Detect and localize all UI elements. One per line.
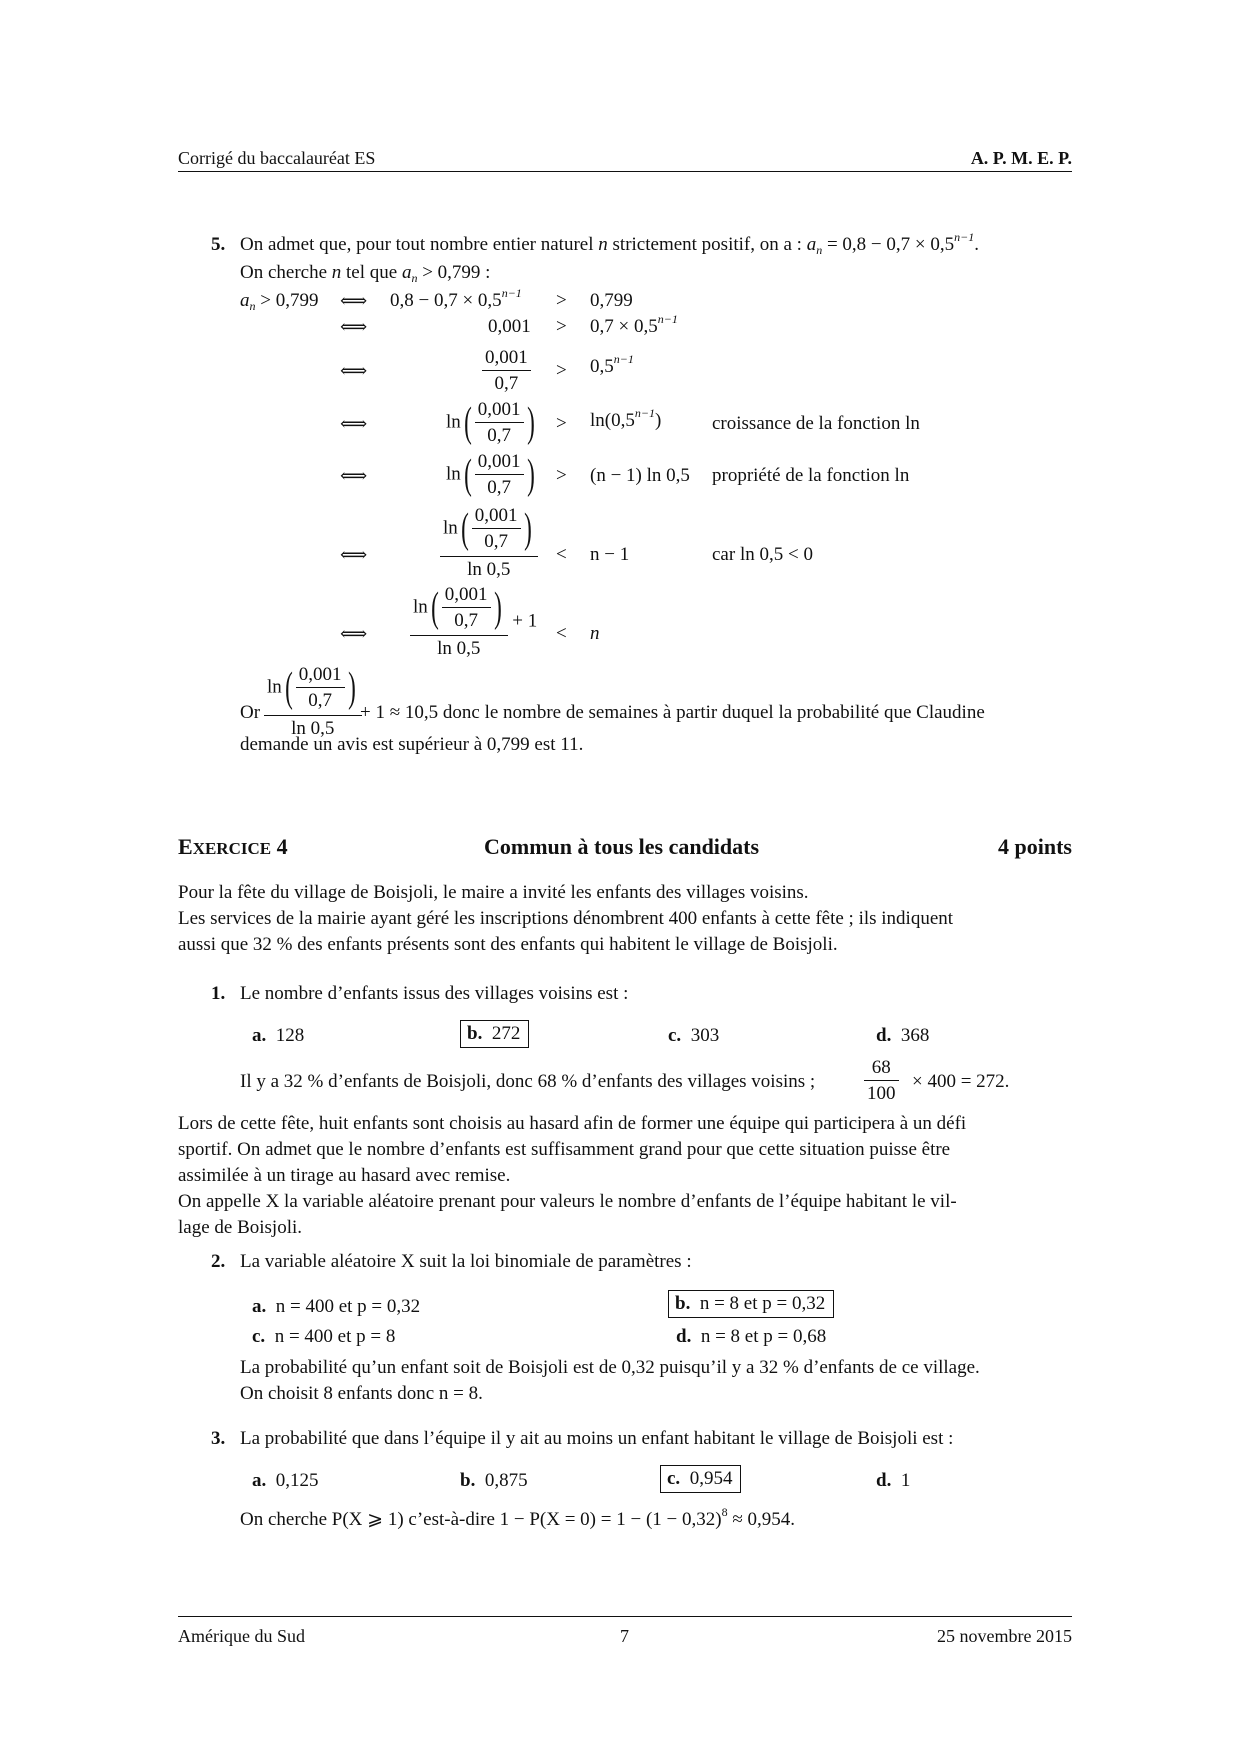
header-left: Corrigé du baccalauréat ES: [178, 148, 376, 168]
q2-number: 2.: [211, 1251, 226, 1272]
step7-left: ln( $\frac{0,001}{0,7}$ ) ln 0,5 + 1: [410, 582, 537, 661]
q1-option-c: c. 303: [668, 1025, 720, 1046]
q1-explanation-end: × 400 = 272.: [912, 1071, 1010, 1092]
q2-explanation-2: On choisit 8 enfants donc n = 8.: [240, 1383, 483, 1404]
q5-conclusion-or: Or: [240, 702, 261, 723]
q3-explanation: On cherche P(X ⩾ 1) c’est-à-dire $1 - P(X = 0) = 1 - (1 - 0,32)^8 \approx 0,954$.: [240, 1505, 795, 1530]
ex4-middle-5: lage de Boisjoli.: [178, 1217, 303, 1238]
ex4-middle-2: sportif. On admet que le nombre d’enfants est suffisamment grand pour que cette situation puisse être: [178, 1139, 951, 1160]
q1-option-a: a. 128: [252, 1025, 305, 1046]
q3-option-a: a. 0,125: [252, 1470, 319, 1491]
step2-gt: >: [556, 316, 567, 337]
ex4-middle-1: Lors de cette fête, huit enfants sont choisis au hasard afin de former une équipe qui participera à un défi: [178, 1113, 967, 1134]
ex4-intro-1: Pour la fête du village de Boisjoli, le maire a invité les enfants des villages voisins.: [178, 882, 809, 903]
footer-right: 25 novembre 2015: [937, 1626, 1072, 1646]
ex4-title: EXERCICE 4: [178, 834, 288, 859]
q5-intro: On admet que, pour tout nombre entier naturel n strictement positif, on a : $a_n = 0,8 - 0,7 \times 0,5^{n-1}$.: [240, 230, 979, 257]
step7-lt: <: [556, 623, 567, 644]
ex4-intro-3: aussi que 32 % des enfants présents sont des enfants qui habitent le village de Boisjoli.: [178, 934, 838, 955]
iff-2: ⟺: [340, 317, 368, 338]
step5-gt: >: [556, 465, 567, 486]
step4-comment: croissance de la fonction ln: [712, 413, 920, 434]
step7-right: n: [590, 623, 600, 644]
q2-option-c: c. n = 400 et p = 8: [252, 1326, 396, 1347]
step4-gt: >: [556, 413, 567, 434]
footer-left: Amérique du Sud: [178, 1626, 305, 1646]
step1-mid: $0,8 - 0,7 \times 0,5^{n-1}$: [390, 286, 522, 311]
step4-left: ln( $\frac{0,001}{0,7}$ ): [446, 399, 535, 446]
iff-5: ⟺: [340, 466, 368, 487]
q2-option-b: b. n = 8 et p = 0,32: [668, 1290, 834, 1318]
step4-right: $\ln(0,5^{n-1})$: [590, 406, 662, 431]
ex4-points: 4 points: [998, 834, 1072, 859]
q1-option-d: d. 368: [876, 1025, 930, 1046]
step6-lt: <: [556, 544, 567, 565]
iff-7: ⟺: [340, 624, 368, 645]
q2-option-d: d. n = 8 et p = 0,68: [676, 1326, 827, 1347]
header-right: A. P. M. E. P.: [970, 148, 1072, 168]
q1-text: Le nombre d’enfants issus des villages voisins est :: [240, 983, 629, 1004]
footer-rule: [178, 1616, 1072, 1617]
step3-right: $0,5^{n-1}$: [590, 352, 634, 377]
iff-4: ⟺: [340, 414, 368, 435]
q5-number: 5.: [211, 234, 226, 255]
footer-page-number: 7: [620, 1626, 629, 1646]
q1-option-b: b. 272: [460, 1020, 529, 1048]
step3-gt: >: [556, 360, 567, 381]
q5-line2: On cherche n tel que $a_n > 0,799$ :: [240, 262, 491, 285]
q5-conclusion-text2: demande un avis est supérieur à 0,799 est 11.: [240, 734, 584, 755]
q3-option-c: c. 0,954: [660, 1465, 741, 1493]
iff-3: ⟺: [340, 361, 368, 382]
step1-gt: >: [556, 290, 567, 311]
step3-fraction: $\frac{0,001}{0,7}$: [482, 345, 531, 396]
q5-conclusion-fraction: ln( $\frac{0,001}{0,7}$ ) ln 0,5: [264, 662, 362, 741]
ex4-middle-4: On appelle X la variable aléatoire prenant pour valeurs le nombre d’enfants de l’équipe habitant le vil-: [178, 1191, 957, 1212]
q3-text: La probabilité que dans l’équipe il y ait au moins un enfant habitant le village de Boisjoli est :: [240, 1428, 954, 1449]
step2-mid: 0,001: [488, 316, 531, 337]
iff-1: ⟺: [340, 291, 368, 312]
q3-option-b: b. 0,875: [460, 1470, 528, 1491]
step5-right: (n − 1) ln 0,5: [590, 465, 690, 486]
q2-option-a: a. n = 400 et p = 0,32: [252, 1296, 421, 1317]
step6-comment: car ln 0,5 < 0: [712, 544, 813, 565]
q5-conclusion-text: + 1 ≈ 10,5 donc le nombre de semaines à partir duquel la probabilité que Claudine: [360, 702, 985, 723]
ex4-subtitle: Commun à tous les candidats: [484, 834, 760, 859]
q2-explanation-1: La probabilité qu’un enfant soit de Boisjoli est de 0,32 puisqu’il y a 32 % d’enfants de ce village.: [240, 1357, 980, 1378]
q1-fraction: $\frac{68}{100}$: [864, 1055, 899, 1106]
step2-right: $0,7 \times 0,5^{n-1}$: [590, 312, 678, 337]
q3-option-d: d. 1: [876, 1470, 911, 1491]
header-rule: [178, 171, 1072, 172]
ex4-middle-3: assimilée à un tirage au hasard avec remise.: [178, 1165, 511, 1186]
ex4-intro-2: Les services de la mairie ayant géré les inscriptions dénombrent 400 enfants à cette fête ; ils indiquent: [178, 908, 954, 929]
q3-number: 3.: [211, 1428, 226, 1449]
q1-explanation: Il y a 32 % d’enfants de Boisjoli, donc 68 % d’enfants des villages voisins ;: [240, 1071, 816, 1092]
q1-number: 1.: [211, 983, 226, 1004]
iff-6: ⟺: [340, 545, 368, 566]
step5-left: ln( $\frac{0,001}{0,7}$ ): [446, 451, 535, 498]
step1-left: $a_n > 0,799$: [240, 290, 319, 313]
step6-right: n − 1: [590, 544, 630, 565]
step5-comment: propriété de la fonction ln: [712, 465, 910, 486]
q2-text: La variable aléatoire X suit la loi binomiale de paramètres :: [240, 1251, 692, 1272]
step6-left: ln( $\frac{0,001}{0,7}$ ) ln 0,5: [440, 503, 538, 582]
step1-right: 0,799: [590, 290, 633, 311]
